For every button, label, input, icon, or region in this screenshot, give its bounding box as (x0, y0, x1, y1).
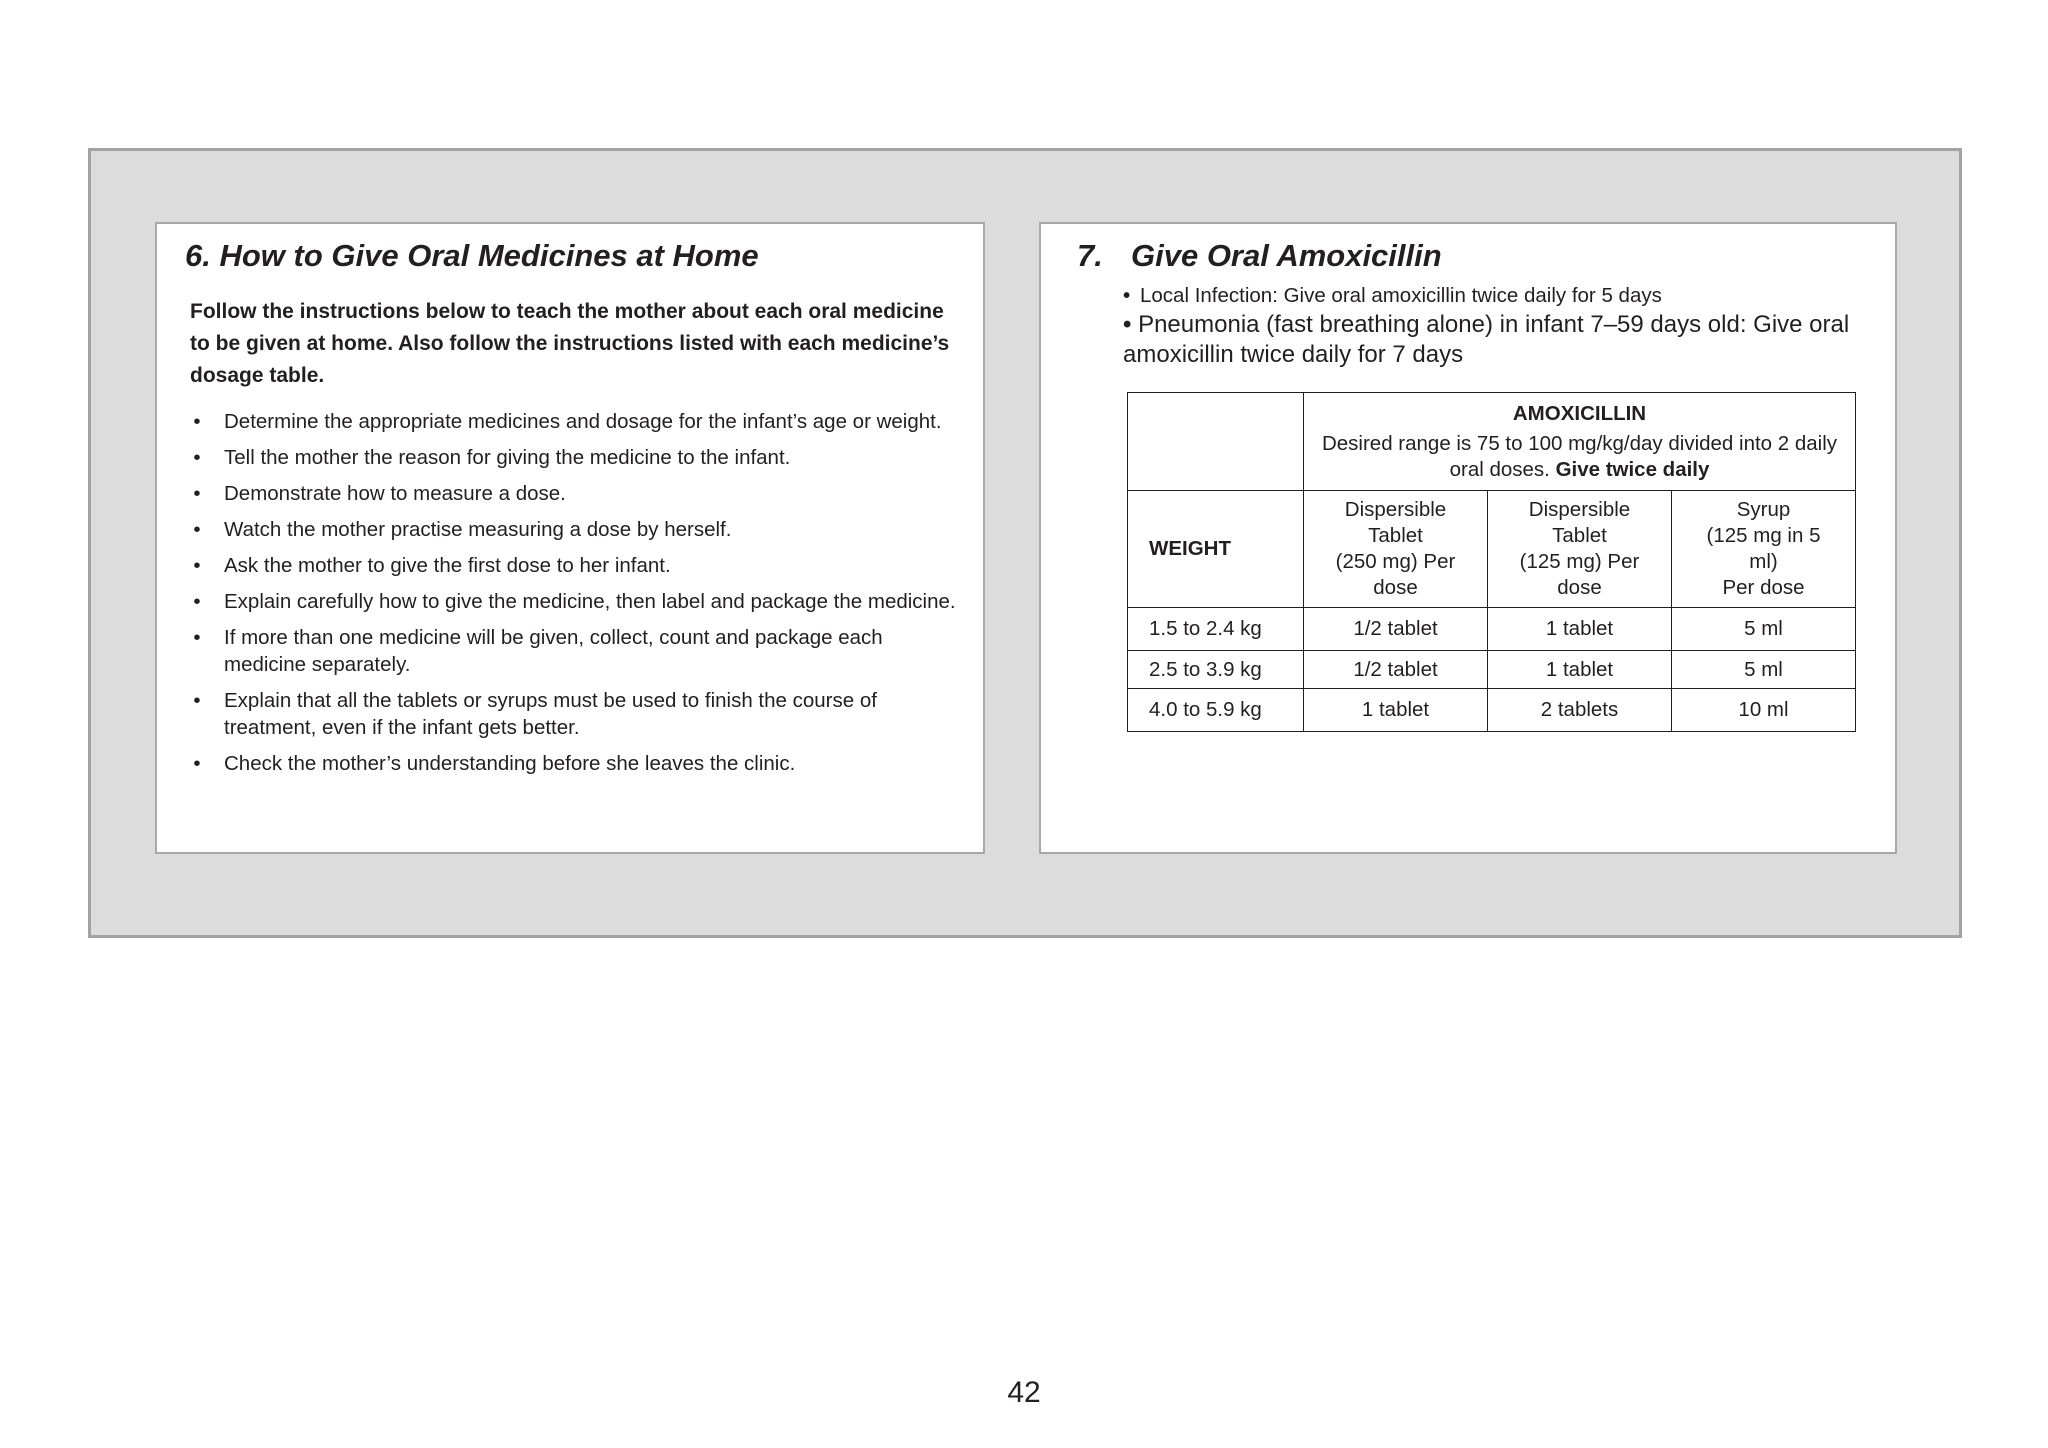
amoxicillin-indications (1123, 282, 1863, 370)
list-item (190, 480, 960, 507)
oral-medicines-card (155, 222, 985, 854)
table-row (1128, 393, 1856, 491)
bullet-icon: • (193, 590, 201, 613)
list-item-text: Ask the mother to give the first dose to her infant. (224, 554, 671, 577)
bullet-icon: • (193, 446, 201, 469)
dose-cell: 1 tablet (1488, 651, 1672, 689)
indication-text: Local Infection: Give oral amoxicillin twice daily for 5 days (1140, 284, 1662, 307)
dosage-frequency: Give twice daily (1555, 457, 1710, 481)
amoxicillin-header-cell (1304, 393, 1856, 491)
indication-text: Pneumonia (fast breathing alone) in infant 7–59 days old: Give oral amoxicillin twice daily for 7 days (1123, 311, 1850, 368)
indication-pneumonia (1123, 310, 1863, 370)
header-line: Per dose (1722, 576, 1805, 599)
table-row (1128, 608, 1856, 651)
weight-cell: 2.5 to 3.9 kg (1128, 651, 1304, 689)
header-line: ml) (1749, 550, 1778, 573)
bullet-icon: • (1123, 284, 1131, 307)
header-line: Dispersible (1528, 498, 1631, 521)
table-corner-cell (1128, 393, 1304, 491)
list-item (190, 588, 960, 615)
dose-cell: 1 tablet (1488, 608, 1672, 651)
list-item-text: Check the mother’s understanding before she leaves the clinic. (224, 752, 796, 775)
dose-cell: 1/2 tablet (1304, 608, 1488, 651)
page-number: 42 (1007, 1376, 1041, 1409)
bullet-icon: • (193, 626, 201, 649)
list-item-text: Explain that all the tablets or syrups must be used to finish the course of treatment, even if the infant gets better. (224, 689, 877, 739)
header-line: Tablet (1552, 524, 1607, 547)
weight-header: WEIGHT (1128, 491, 1304, 608)
bullet-icon: • (193, 518, 201, 541)
header-line: dose (1373, 576, 1418, 599)
header-line: Syrup (1736, 498, 1791, 521)
list-item-text: Demonstrate how to measure a dose. (224, 482, 566, 505)
oral-medicines-title: 6. How to Give Oral Medicines at Home (185, 238, 759, 273)
table-row (1128, 689, 1856, 732)
amoxicillin-title-number: 7. (1077, 238, 1103, 273)
weight-cell: 1.5 to 2.4 kg (1128, 608, 1304, 651)
list-item (190, 687, 960, 741)
bullet-icon: • (193, 752, 201, 775)
dose-cell: 5 ml (1672, 651, 1856, 689)
dose-cell: 2 tablets (1488, 689, 1672, 732)
dose-cell: 1/2 tablet (1304, 651, 1488, 689)
bullet-icon: • (1123, 311, 1132, 338)
list-item (190, 516, 960, 543)
list-item-text: Explain carefully how to give the medicine, then label and package the medicine. (224, 590, 956, 613)
list-item (190, 444, 960, 471)
amoxicillin-dosage-table (1127, 392, 1856, 732)
header-line: (250 mg) Per (1335, 550, 1456, 573)
header-line: dose (1557, 576, 1602, 599)
column-header-tablet-250 (1304, 491, 1488, 608)
list-item (190, 624, 960, 678)
amoxicillin-card (1039, 222, 1897, 854)
dose-cell: 5 ml (1672, 608, 1856, 651)
list-item (190, 750, 960, 777)
header-line: (125 mg in 5 (1706, 524, 1821, 547)
bullet-icon: • (193, 689, 201, 712)
list-item-text: Tell the mother the reason for giving the medicine to the infant. (224, 446, 791, 469)
bullet-icon: • (193, 410, 201, 433)
instruction-list (190, 408, 960, 786)
dosage-range-text: Desired range is 75 to 100 mg/kg/day divided into 2 daily oral doses. (1321, 431, 1838, 481)
column-header-syrup (1672, 491, 1856, 608)
amoxicillin-title (1077, 238, 1442, 274)
bullet-icon: • (193, 482, 201, 505)
column-header-tablet-125 (1488, 491, 1672, 608)
header-line: (125 mg) Per (1519, 550, 1640, 573)
indication-local-infection (1123, 282, 1863, 310)
table-row (1128, 651, 1856, 689)
table-row (1128, 491, 1856, 608)
weight-cell: 4.0 to 5.9 kg (1128, 689, 1304, 732)
header-line: Dispersible (1344, 498, 1447, 521)
dose-cell: 10 ml (1672, 689, 1856, 732)
bullet-icon: • (193, 554, 201, 577)
dose-cell: 1 tablet (1304, 689, 1488, 732)
list-item (190, 408, 960, 435)
drug-name: AMOXICILLIN (1512, 401, 1647, 425)
list-item (190, 552, 960, 579)
dosage-range (1304, 427, 1855, 483)
header-line: Tablet (1368, 524, 1423, 547)
amoxicillin-title-text: Give Oral Amoxicillin (1131, 238, 1442, 273)
list-item-text: Watch the mother practise measuring a dose by herself. (224, 518, 732, 541)
list-item-text: If more than one medicine will be given, collect, count and package each medicine separately. (224, 626, 883, 676)
list-item-text: Determine the appropriate medicines and dosage for the infant’s age or weight. (224, 410, 942, 433)
oral-medicines-intro: Follow the instructions below to teach the mother about each oral medicine to be given at home. Also follow the instructions listed with each medicine’s dosage table. (190, 300, 950, 387)
